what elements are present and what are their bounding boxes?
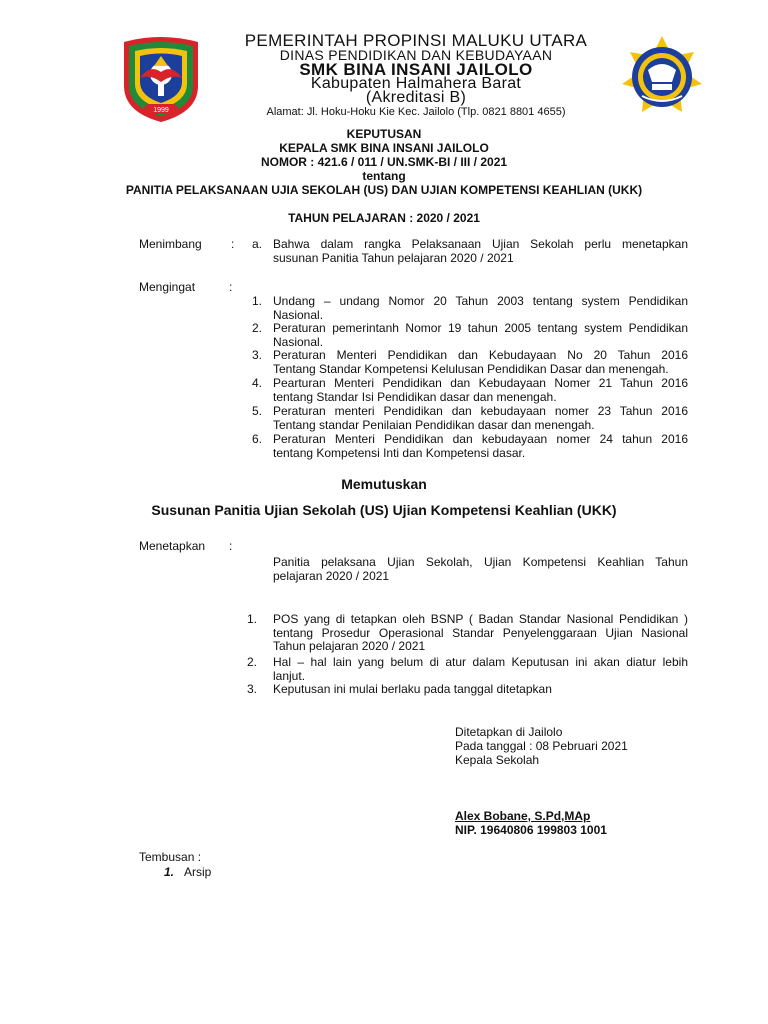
list-item-line: tentang Prosedur Operasional Standar Penyelenggaraan Ujian Nasional — [273, 625, 688, 640]
letterhead — [118, 26, 712, 118]
menimbang-text — [273, 238, 688, 265]
list-item-line: Nasional. — [273, 334, 324, 349]
crest-year: 1999 — [153, 107, 169, 114]
list-item-number: 6. — [251, 432, 262, 446]
list-item-line: Tentang standar Penilaian Pendidikan dasar dan menengah. — [273, 417, 595, 432]
list-item-number: 5. — [251, 404, 262, 418]
letterhead-regency: Kabupaten Halmahera Barat — [310, 75, 522, 92]
menimbang-label: Menimbang — [139, 237, 202, 251]
menetapkan-label: Menetapkan — [139, 539, 206, 553]
list-item-line: Peraturan pemerintanh Nomor 19 tahun 2005 tentang system Pendidikan — [273, 321, 688, 335]
menetapkan-text-line2: pelajaran 2020 / 2021 — [273, 568, 390, 583]
list-item-number: 2. — [246, 655, 257, 669]
decree-number: NOMOR : 421.6 / 011 / UN.SMK-BI / III / 2021 — [260, 155, 508, 169]
list-item-line: Undang – undang Nomor 20 Tahun 2003 tentang system Pendidikan — [273, 294, 688, 308]
list-item-line: Keputusan ini mulai berlaku pada tanggal ditetapkan — [273, 682, 552, 696]
menetapkan-text-line1: Panitia pelaksana Ujian Sekolah, Ujian Kompetensi Keahlian Tahun — [273, 555, 688, 569]
list-item-number: 1. — [163, 865, 174, 879]
list-item — [273, 349, 688, 376]
regency-crest-icon — [118, 34, 204, 124]
tembusan-label: Tembusan : — [139, 850, 202, 864]
signature-position: Kepala Sekolah — [455, 753, 540, 767]
list-item-line: Tahun pelajaran 2020 / 2021 — [273, 639, 426, 653]
decree-about: tentang — [362, 169, 406, 183]
signature-place: Ditetapkan di Jailolo — [455, 725, 563, 739]
memutuskan-subheading: Susunan Panitia Ujian Sekolah (US) Ujian Kompetensi Keahlian (UKK) — [151, 502, 617, 518]
list-item — [273, 295, 688, 322]
menimbang-text-line1: Bahwa dalam rangka Pelaksanaan Ujian Sekolah perlu menetapkan — [273, 237, 688, 251]
letterhead-address: Alamat: Jl. Hoku-Hoku Kie Kec. Jailolo (Tlp. 0821 8801 4655) — [266, 106, 566, 118]
list-item — [273, 656, 688, 683]
list-item-line: lanjut. — [273, 668, 306, 683]
letterhead-department: DINAS PENDIDIKAN DAN KEBUDAYAAN — [279, 47, 553, 63]
menimbang-colon: : — [231, 237, 235, 251]
list-item-number: 4. — [251, 376, 262, 390]
memutuskan-heading: Memutuskan — [341, 476, 427, 492]
menetapkan-colon: : — [229, 539, 233, 553]
list-item-line: Peraturan Menteri Pendidikan dan Kebudayaan No 20 Tahun 2016 — [273, 348, 688, 362]
list-item — [273, 683, 688, 697]
mengingat-colon: : — [229, 280, 233, 294]
letterhead-school-name: SMK BINA INSANI JAILOLO — [299, 60, 533, 79]
list-item — [273, 322, 688, 349]
list-item-line: Peraturan menteri Pendidikan dan kebudayaan nomer 23 Tahun 2016 — [273, 404, 688, 418]
letterhead-accreditation: (Akreditasi B) — [365, 89, 467, 106]
list-item-line: Hal – hal lain yang belum di atur dalam Keputusan ini akan diatur lebih — [273, 655, 688, 669]
list-item-number: 3. — [251, 348, 262, 362]
letterhead-province: PEMERINTAH PROPINSI MALUKU UTARA — [244, 31, 588, 50]
tut-wuri-handayani-icon — [614, 32, 710, 122]
list-item-number: 3. — [246, 682, 257, 696]
list-item-line: Nasional. — [273, 307, 324, 322]
list-item-number: 1. — [246, 612, 257, 626]
decree-title: KEPUTUSAN — [346, 127, 422, 141]
mengingat-label: Mengingat — [139, 280, 196, 294]
decree-year: TAHUN PELAJARAN : 2020 / 2021 — [288, 211, 480, 225]
menimbang-text-line2: susunan Panitia Tahun pelajaran 2020 / 2021 — [273, 250, 514, 265]
list-item — [273, 433, 688, 460]
decree-issuer: KEPALA SMK BINA INSANI JAILOLO — [279, 141, 489, 155]
list-item-line: Peraturan Menteri Pendidikan dan kebudayaan nomer 24 tahun 2016 — [273, 432, 688, 446]
menetapkan-text — [273, 556, 688, 583]
list-item-number: 2. — [251, 321, 262, 335]
signature-name: Alex Bobane, S.Pd,MAp — [455, 809, 591, 823]
list-item — [273, 377, 688, 404]
list-item — [273, 405, 688, 432]
list-item-line: Tentang Standar Kompetensi Kelulusan Pendidikan Dasar dan menengah. — [273, 361, 669, 376]
list-item-line: Pearturan Menteri Pendidikan dan Kebudayaan Nomer 21 Tahun 2016 — [273, 376, 688, 390]
menimbang-letter: a. — [252, 237, 263, 251]
signature-date: Pada tanggal : 08 Pebruari 2021 — [455, 739, 628, 753]
list-item — [273, 613, 688, 654]
tembusan-item: Arsip — [184, 865, 212, 879]
list-item-line: tentang Kompetensi Inti dan Kompetensi dasar. — [273, 445, 526, 460]
list-item-line: tentang Standar Isi Pendidikan dasar dan menengah. — [273, 389, 557, 404]
signature-nip: NIP. 19640806 199803 1001 — [455, 823, 607, 837]
decree-subject: PANITIA PELAKSANAAN UJIA SEKOLAH (US) DAN UJIAN KOMPETENSI KEAHLIAN (UKK) — [125, 183, 643, 197]
list-item-number: 1. — [251, 294, 262, 308]
list-item-line: POS yang di tetapkan oleh BSNP ( Badan Standar Nasional Pendidikan ) — [273, 612, 688, 626]
